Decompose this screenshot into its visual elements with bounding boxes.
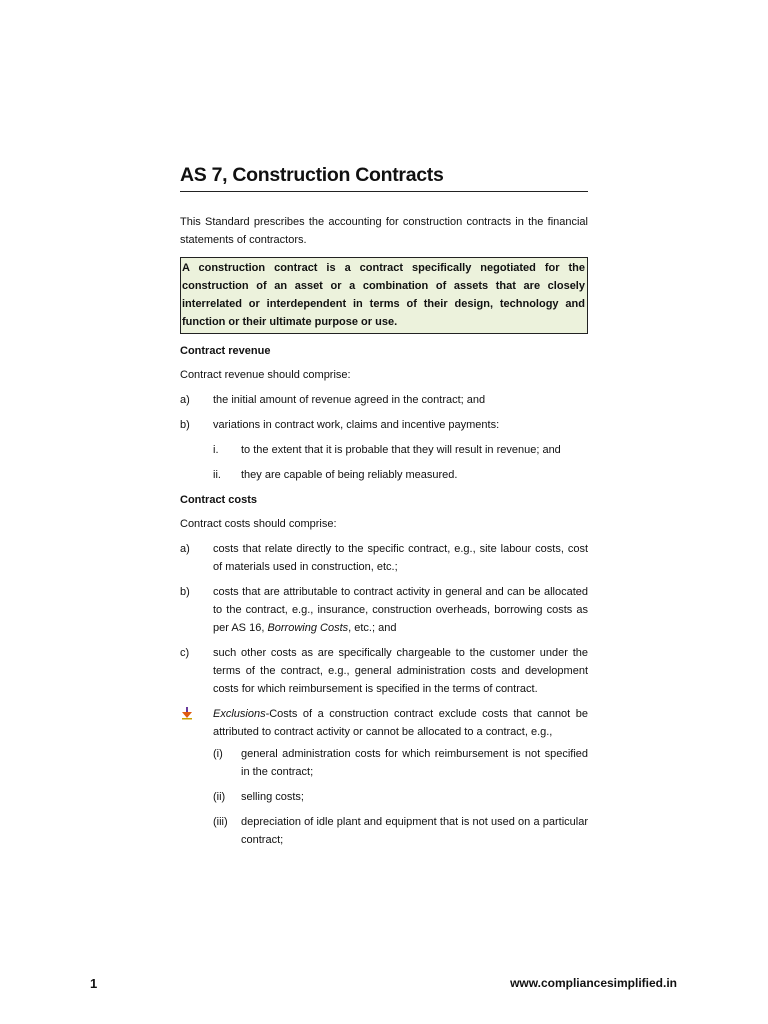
list-item [180, 391, 588, 409]
list-text: variations in contract work, claims and incentive payments: [213, 419, 500, 431]
sub-list-label: i. [213, 444, 219, 456]
page-number: 1 [90, 976, 98, 991]
list-label: a) [180, 543, 190, 555]
sub-list-text: to the extent that it is probable that they will result in revenue; and [241, 444, 561, 456]
contract-costs-lead: Contract costs should comprise: [180, 518, 337, 530]
list-label: b) [180, 419, 190, 431]
exclusion-text: general administration costs for which reimbursement is not specified in the contract; [241, 748, 588, 778]
intro-paragraph: This Standard prescribes the accounting for construction contracts in the financial statements of contractors. [180, 216, 588, 246]
list-text-pre: costs that are attributable to contract activity in general and can be allocated to the contract, e.g., insurance, construction overheads, borrowing costs as per AS 16, [213, 586, 588, 634]
exclusion-label: (iii) [213, 816, 228, 828]
definition-box: A construction contract is a contract specifically negotiated for the construction of an asset or a combination of assets that are closely interrelated or interdependent in terms of their design, technology and function or their ultimate purpose or use. [180, 257, 588, 334]
list-item [180, 416, 588, 434]
exclusion-item [180, 788, 588, 806]
list-label: b) [180, 586, 190, 598]
exclusion-label: (ii) [213, 791, 226, 803]
list-text [213, 586, 588, 634]
exclusion-item [180, 813, 588, 849]
page-content [180, 163, 588, 856]
exclusions-term: Exclusions [213, 708, 266, 720]
list-text: the initial amount of revenue agreed in the contract; and [213, 394, 486, 406]
list-item [180, 583, 588, 637]
contract-costs-heading: Contract costs [180, 494, 258, 506]
sub-list-text: they are capable of being reliably measured. [241, 469, 458, 481]
footer-url: www.compliancesimplified.in [510, 976, 677, 990]
standard-name: Borrowing Costs [267, 622, 349, 634]
list-label: a) [180, 394, 190, 406]
sub-list-label: ii. [213, 469, 221, 481]
list-item [180, 540, 588, 576]
exclusion-text: depreciation of idle plant and equipment that is not used on a particular contract; [241, 816, 588, 846]
arrow-bullet-icon [180, 706, 194, 720]
list-text: such other costs as are specifically chargeable to the customer under the terms of the contract, e.g., general administration costs and development costs for which reimbursement is specified in the terms of contract. [213, 647, 588, 695]
contract-revenue-heading: Contract revenue [180, 345, 271, 357]
exclusions-bullet [180, 705, 588, 741]
list-item [180, 644, 588, 698]
sub-list-item [180, 466, 588, 484]
sub-list-item [180, 441, 588, 459]
exclusion-text: selling costs; [241, 791, 304, 803]
list-text: costs that relate directly to the specific contract, e.g., site labour costs, cost of materials used in construction, etc.; [213, 543, 588, 573]
list-label: c) [180, 647, 190, 659]
exclusions-text: -Costs of a construction contract exclude costs that cannot be attributed to contract activity or cannot be allocated to a contract, e.g., [213, 708, 588, 738]
exclusion-item [180, 745, 588, 781]
contract-revenue-lead: Contract revenue should comprise: [180, 369, 351, 381]
list-text-post: , etc.; and [348, 622, 397, 634]
page-title: AS 7, Construction Contracts [180, 163, 588, 192]
exclusion-label: (i) [213, 748, 223, 760]
